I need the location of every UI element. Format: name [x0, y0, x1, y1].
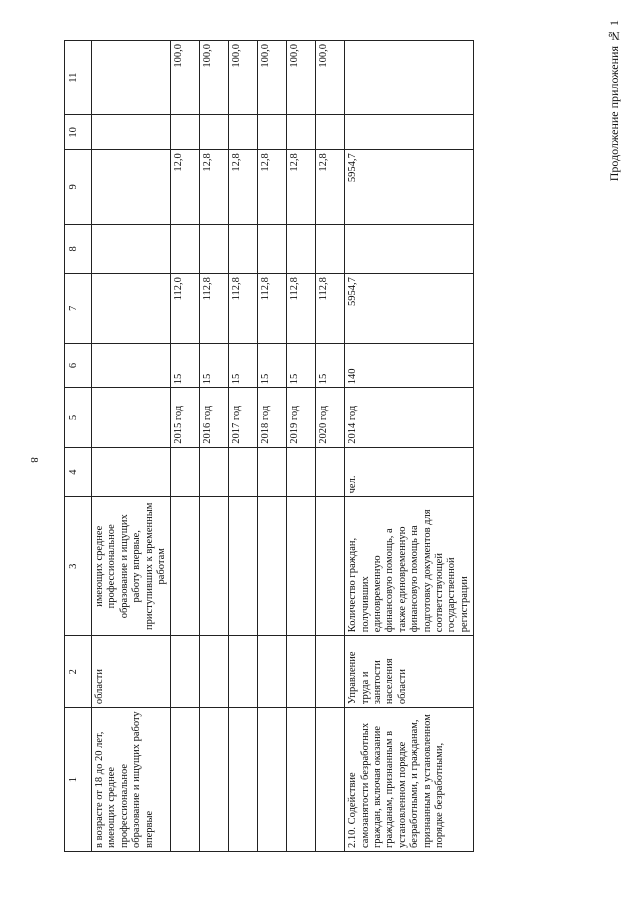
table-cell-c9 [92, 150, 171, 224]
table-cell-c1 [287, 708, 316, 852]
table-row [316, 41, 345, 852]
table-row [229, 41, 258, 852]
col-header: 3 [65, 497, 92, 636]
table-cell-c6: 15 [316, 343, 345, 388]
table-cell-c5: 2015 год [171, 388, 200, 448]
table-cell-c11: 100,0 [316, 41, 345, 115]
table-cell-c10 [316, 115, 345, 150]
table-cell-c8 [92, 224, 171, 274]
col-header: 4 [65, 447, 92, 497]
table-cell-c11 [345, 41, 474, 115]
table-cell-c2 [229, 636, 258, 708]
table-cell-c6: 140 [345, 343, 474, 388]
table-cell-c2 [200, 636, 229, 708]
table-cell-c4 [171, 447, 200, 497]
table-cell-c5 [92, 388, 171, 448]
table-cell-c1: 2.10. Содействие самозанятости безработных граждан, включая оказание гражданам, признанным в установленном порядке безработными, и гражданам, признанным в установленном порядке безработными, [345, 708, 474, 852]
table-cell-c7: 112,8 [258, 274, 287, 343]
appendix-label: Продолжение приложения № 1 [607, 20, 621, 182]
col-header: 5 [65, 388, 92, 448]
table-cell-c9: 12,8 [287, 150, 316, 224]
table-cell-c2 [287, 636, 316, 708]
table-cell-c10 [287, 115, 316, 150]
table-cell-c6 [92, 343, 171, 388]
table-cell-c8 [316, 224, 345, 274]
table-cell-c8 [345, 224, 474, 274]
table-cell-c9: 12,8 [258, 150, 287, 224]
table-row [92, 41, 171, 852]
table-row [171, 41, 200, 852]
table-cell-c10 [171, 115, 200, 150]
table-cell-c3 [316, 497, 345, 636]
col-header: 11 [65, 41, 92, 115]
table-cell-c7: 5954,7 [345, 274, 474, 343]
table-row [287, 41, 316, 852]
col-header: 7 [65, 274, 92, 343]
col-header: 9 [65, 150, 92, 224]
table-cell-c11: 100,0 [200, 41, 229, 115]
table-cell-c8 [171, 224, 200, 274]
table-cell-c8 [287, 224, 316, 274]
table-cell-c2: Управление труда и занятости населения области [345, 636, 474, 708]
table-cell-c11 [92, 41, 171, 115]
col-header: 2 [65, 636, 92, 708]
table-cell-c11: 100,0 [171, 41, 200, 115]
table-cell-c10 [258, 115, 287, 150]
table-cell-c11: 100,0 [258, 41, 287, 115]
table-cell-c3 [229, 497, 258, 636]
table-cell-c4 [258, 447, 287, 497]
table-cell-c7: 112,8 [287, 274, 316, 343]
table-cell-c4 [316, 447, 345, 497]
col-header: 8 [65, 224, 92, 274]
table-cell-c10 [345, 115, 474, 150]
table-cell-c8 [200, 224, 229, 274]
table-cell-c1 [171, 708, 200, 852]
table-cell-c7: 112,0 [171, 274, 200, 343]
table-cell-c7 [92, 274, 171, 343]
table-cell-c1 [258, 708, 287, 852]
table-cell-c1 [229, 708, 258, 852]
table-cell-c6: 15 [258, 343, 287, 388]
table-cell-c9: 12,0 [171, 150, 200, 224]
col-header: 10 [65, 115, 92, 150]
table-cell-c8 [229, 224, 258, 274]
table-cell-c9: 12,8 [200, 150, 229, 224]
table-row [258, 41, 287, 852]
table-cell-c6: 15 [229, 343, 258, 388]
table-cell-c1: в возрасте от 18 до 20 лет, имеющих среднее профессиональное образование и ищущих работу впервые [92, 708, 171, 852]
table-cell-c11: 100,0 [229, 41, 258, 115]
table-cell-c5: 2020 год [316, 388, 345, 448]
table-cell-c5: 2018 год [258, 388, 287, 448]
table-cell-c5: 2016 год [200, 388, 229, 448]
table-cell-c10 [92, 115, 171, 150]
table-cell-c6: 15 [171, 343, 200, 388]
table-row [345, 41, 474, 852]
table-cell-c3 [171, 497, 200, 636]
table-cell-c10 [200, 115, 229, 150]
table-cell-c9: 5954,7 [345, 150, 474, 224]
table-cell-c4 [229, 447, 258, 497]
table-cell-c6: 15 [287, 343, 316, 388]
table-cell-c5: 2019 год [287, 388, 316, 448]
table-cell-c8 [258, 224, 287, 274]
table-cell-c3: имеющих среднее профессиональное образование и ищущих работу впервые, приступивших к временным работам [92, 497, 171, 636]
document-body [64, 40, 556, 852]
table-cell-c11: 100,0 [287, 41, 316, 115]
table-cell-c3 [258, 497, 287, 636]
table-cell-c5: 2017 год [229, 388, 258, 448]
table-cell-c4 [287, 447, 316, 497]
table-cell-c7: 112,8 [200, 274, 229, 343]
table-cell-c4: чел. [345, 447, 474, 497]
table-cell-c6: 15 [200, 343, 229, 388]
table-row [200, 41, 229, 852]
table-cell-c10 [229, 115, 258, 150]
table-cell-c3 [200, 497, 229, 636]
table-cell-c2 [258, 636, 287, 708]
table-cell-c9: 12,8 [316, 150, 345, 224]
table-cell-c5: 2014 год [345, 388, 474, 448]
page-number: 8 [28, 457, 40, 463]
table-cell-c2: области [92, 636, 171, 708]
table-cell-c7: 112,8 [316, 274, 345, 343]
col-header: 6 [65, 343, 92, 388]
col-header: 1 [65, 708, 92, 852]
data-table [64, 40, 474, 852]
table-cell-c2 [316, 636, 345, 708]
table-cell-c3: Количество граждан, получивших единовременную финансовую помощь, а также единовременную финансовую помощь на подготовку документов для соответствующей государственной регистрации [345, 497, 474, 636]
table-cell-c4 [200, 447, 229, 497]
table-cell-c1 [316, 708, 345, 852]
table-cell-c3 [287, 497, 316, 636]
table-cell-c2 [171, 636, 200, 708]
table-header-row [65, 41, 92, 852]
table-cell-c7: 112,8 [229, 274, 258, 343]
table-cell-c9: 12,8 [229, 150, 258, 224]
table-cell-c1 [200, 708, 229, 852]
table-cell-c4 [92, 447, 171, 497]
